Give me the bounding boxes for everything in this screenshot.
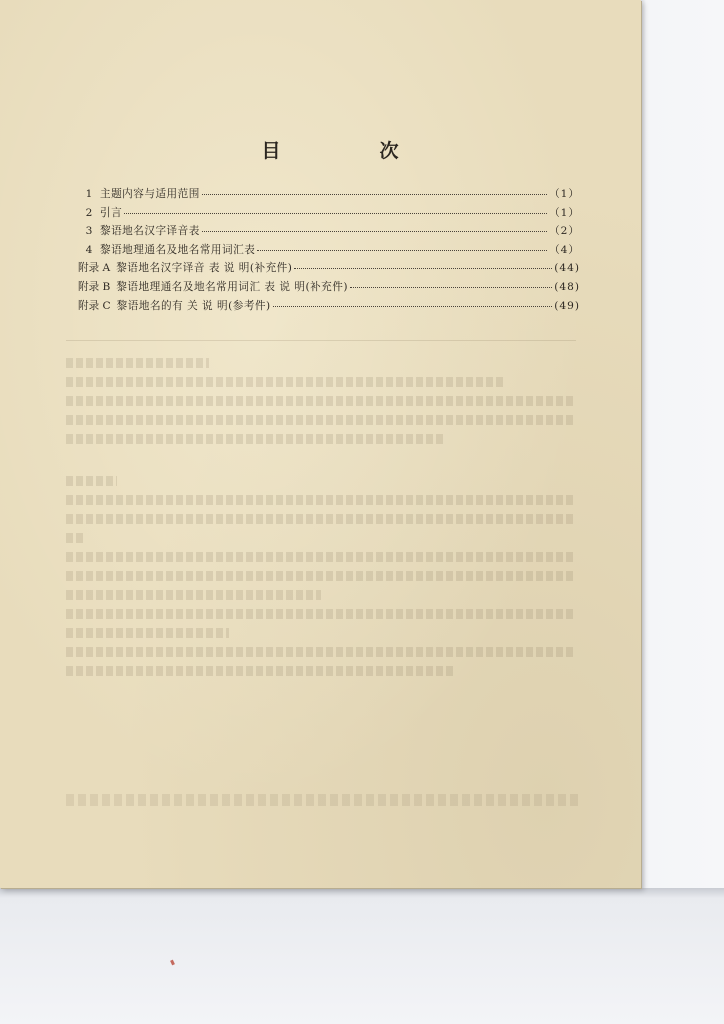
toc-leader-dots [257,249,547,251]
toc-leader-dots [202,230,547,232]
toc-entry-page: （2） [549,225,580,238]
toc-entry-label: 主题内容与适用范围 [100,188,200,200]
toc-entry-page: (44) [554,262,580,275]
toc-entry-label: 黎语地名的有 关 说 明(参考件) [116,299,271,312]
bleed-through-rule [66,340,576,341]
toc-entry-number: 3 [85,225,93,238]
toc-entry [78,186,580,205]
toc-entry-number: 4 [85,243,93,256]
toc-entry-page: （1） [549,188,580,200]
toc-entry-page: (48) [554,280,580,293]
toc-entry-page: （1） [549,206,580,219]
bleed-through-text [66,476,576,685]
toc-entry [78,260,580,279]
toc-entry-number: 2 [85,206,93,219]
toc-entry-page: （4） [549,243,580,256]
bleed-through-footer [66,794,578,806]
scanner-background-right [640,0,724,1024]
toc-entry [78,223,580,242]
bleed-through-text [66,358,576,453]
toc-entry-label: 黎语地理通名及地名常用词汇表 [100,243,256,256]
toc-entry-number: 附录 B [78,280,111,293]
toc-leader-dots [202,193,547,195]
toc-entry-label: 黎语地理通名及地名常用词汇 表 说 明(补充件) [116,280,348,293]
toc-entry [78,242,580,261]
toc-entry-number: 附录 C [78,299,111,312]
toc-entry-number: 1 [85,188,93,200]
toc-leader-dots [294,267,552,269]
toc-entry-label: 黎语地名汉字译音表 [100,225,200,238]
page-title: 目 次 [261,140,439,162]
toc-leader-dots [273,305,553,307]
toc-entry [78,205,580,224]
toc-leader-dots [350,286,552,288]
scanner-background-bottom [0,888,724,1024]
toc-leader-dots [124,212,547,214]
toc-entry [78,279,580,298]
toc-entry-page: (49) [554,299,580,312]
table-of-contents [78,186,580,316]
toc-entry-label: 黎语地名汉字译音 表 说 明(补充件) [116,262,293,275]
toc-entry-label: 引言 [100,206,123,219]
toc-entry [78,298,580,317]
toc-entry-number: 附录 A [78,262,111,275]
